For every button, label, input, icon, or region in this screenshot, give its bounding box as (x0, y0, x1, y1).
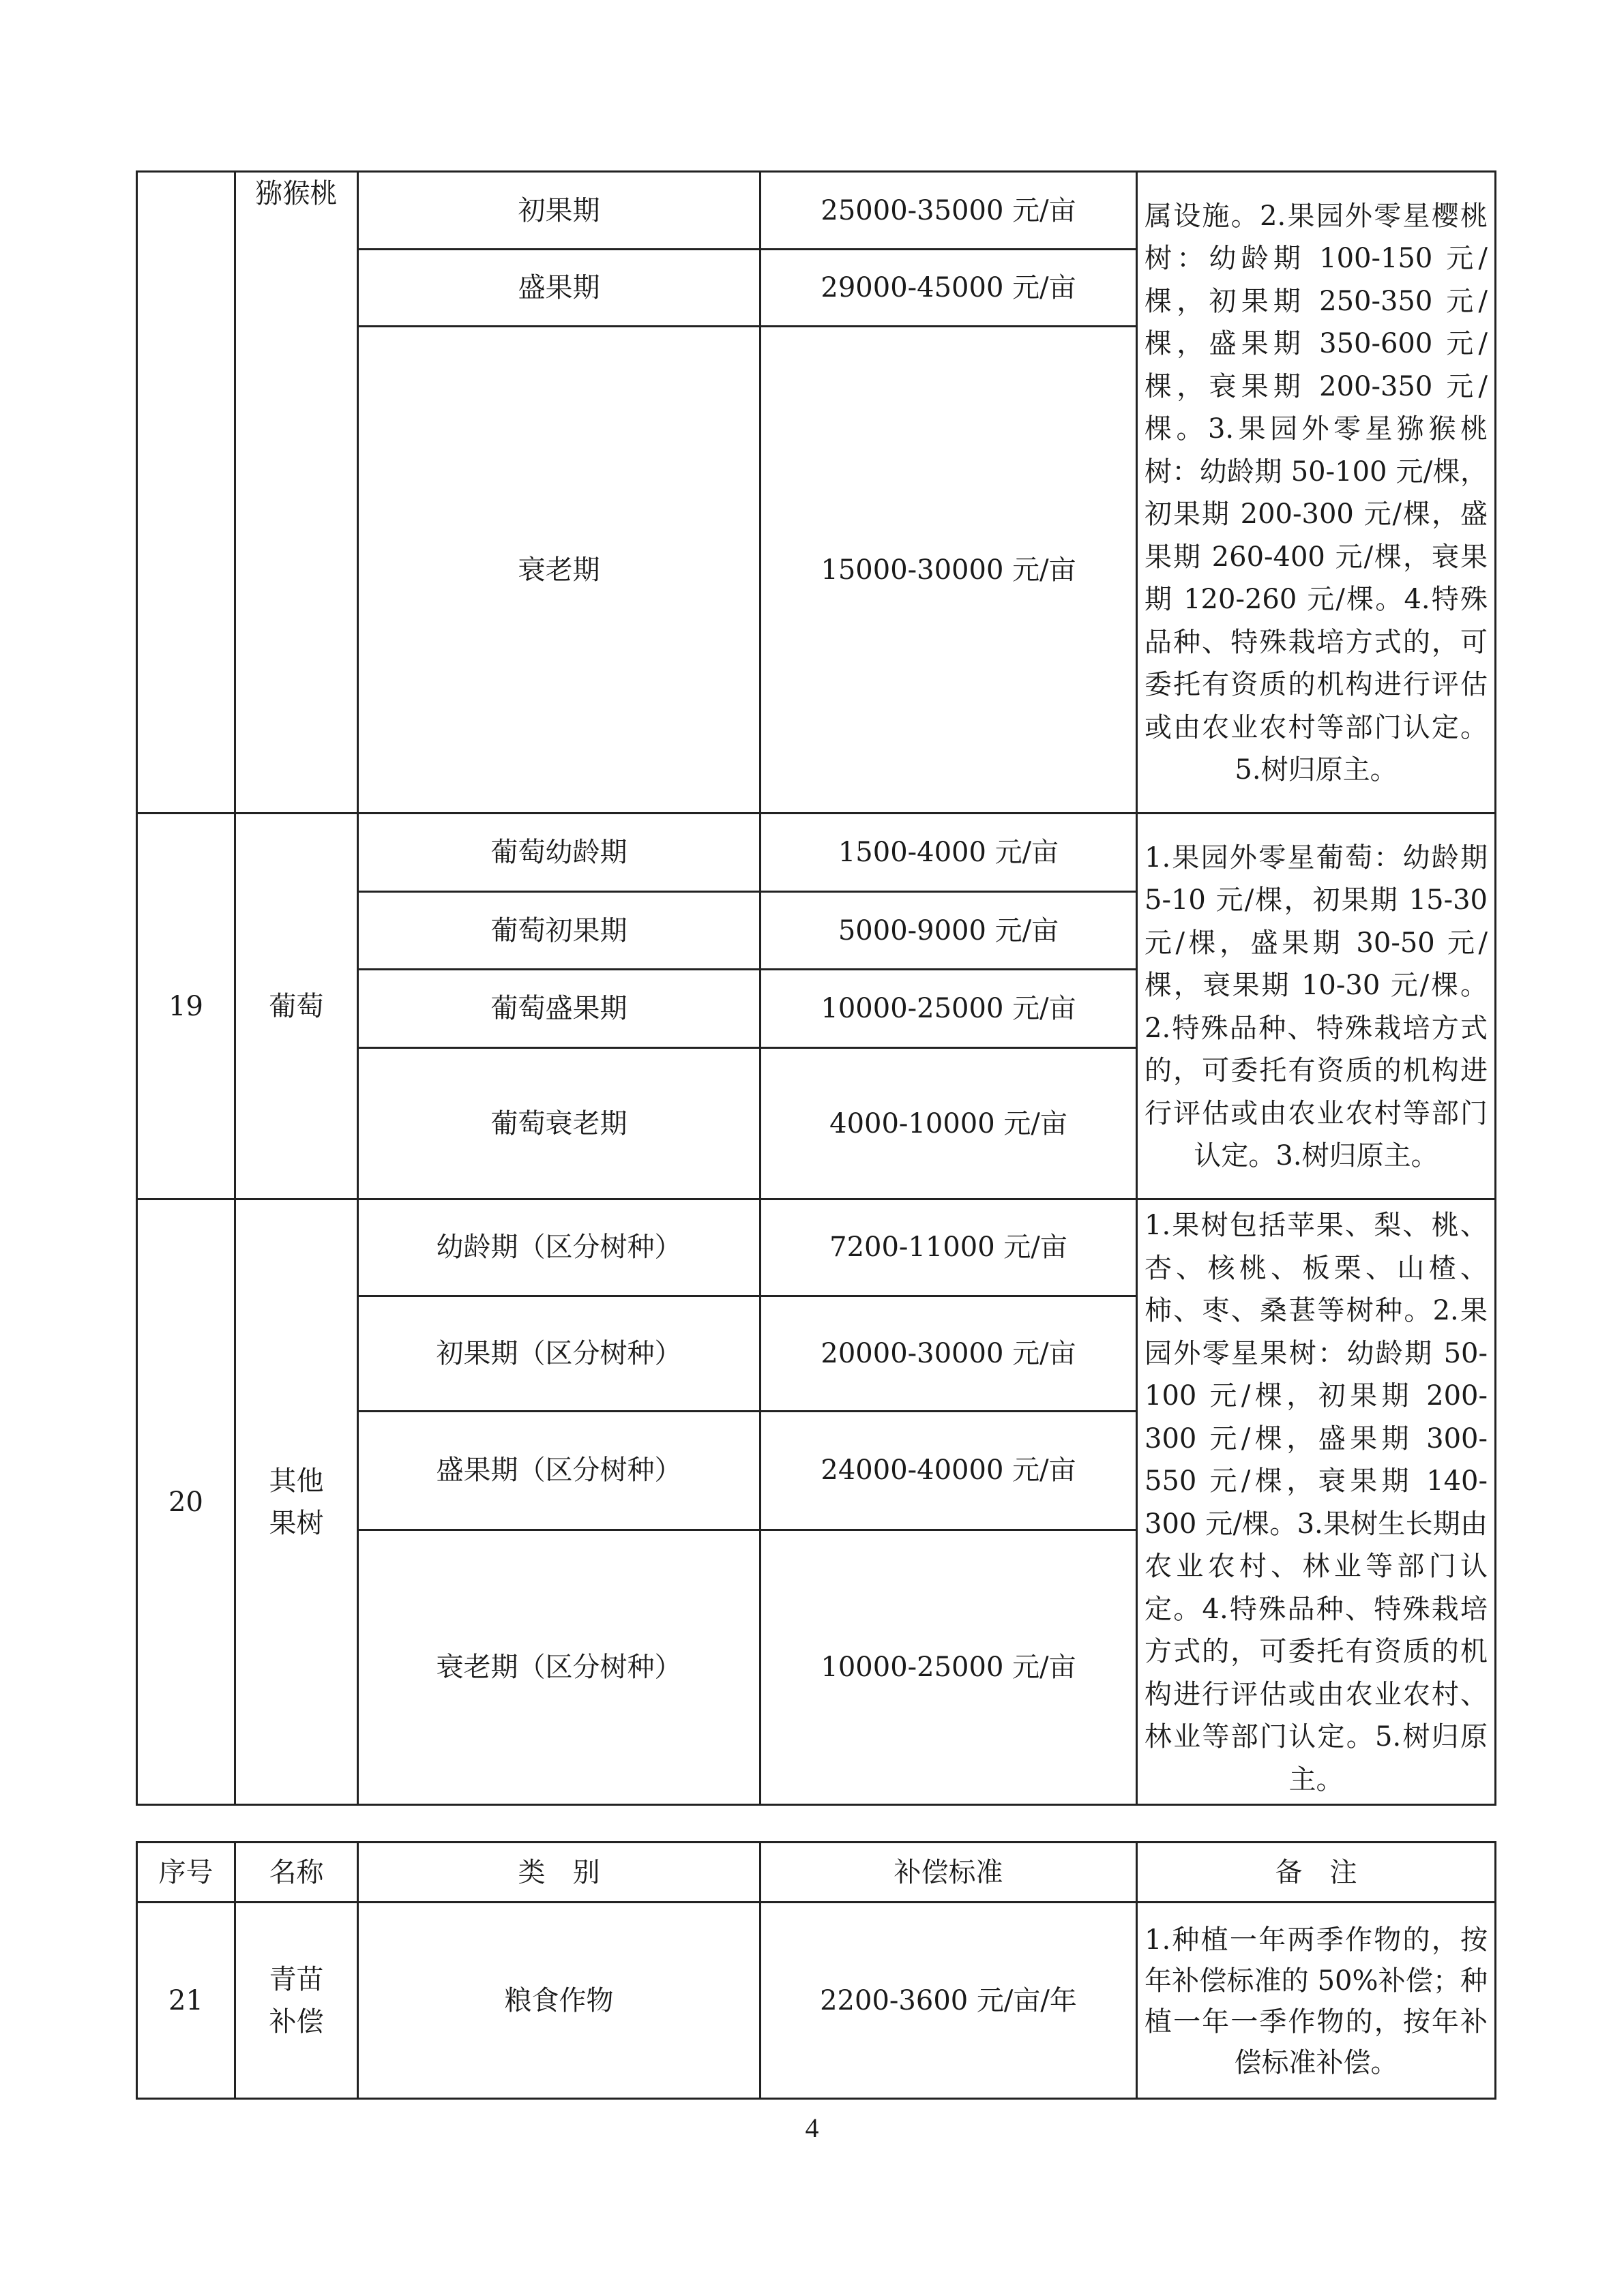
item-name-cell (235, 1903, 358, 2099)
compensation-table-continued (136, 170, 1496, 1806)
standard-cell: 25000-35000 元/亩 (761, 172, 1137, 250)
table-row (137, 814, 1496, 892)
standard-cell: 1500-4000 元/亩 (761, 814, 1137, 892)
standard-cell: 7200-11000 元/亩 (761, 1199, 1137, 1296)
category-cell: 初果期 (358, 172, 761, 250)
row-number-cell: 21 (137, 1903, 235, 2099)
table-row (137, 1903, 1496, 2099)
header-name: 名称 (235, 1843, 358, 1903)
category-cell: 葡萄幼龄期 (358, 814, 761, 892)
category-cell: 幼龄期（区分树种） (358, 1199, 761, 1296)
standard-cell: 4000-10000 元/亩 (761, 1048, 1137, 1199)
category-cell: 衰老期 (358, 327, 761, 814)
seedling-compensation-table (136, 1841, 1496, 2100)
category-cell: 衰老期（区分树种） (358, 1530, 761, 1805)
standard-cell: 24000-40000 元/亩 (761, 1411, 1137, 1530)
note-cell: 1.果园外零星葡萄：幼龄期 5-10 元/棵，初果期 15-30 元/棵，盛果期 30-50 元/棵，衰果期 10-30 元/棵。2.特殊品种、特殊栽培方式的，可委托有资质的机构进行评估或由农业农村等部门认定。3.树归原主。 (1137, 814, 1496, 1199)
standard-cell: 10000-25000 元/亩 (761, 970, 1137, 1048)
category-cell: 初果期（区分树种） (358, 1296, 761, 1411)
standard-cell: 2200-3600 元/亩/年 (761, 1903, 1137, 2099)
row-number-cell: 20 (137, 1199, 235, 1805)
category-cell: 葡萄盛果期 (358, 970, 761, 1048)
standard-cell: 20000-30000 元/亩 (761, 1296, 1137, 1411)
item-name-line: 其他 (269, 1465, 324, 1497)
header-note: 备 注 (1137, 1843, 1496, 1903)
item-name-line: 补偿 (269, 2006, 324, 2038)
item-name-line: 青苗 (269, 1963, 324, 1995)
table-row (137, 172, 1496, 250)
standard-cell: 5000-9000 元/亩 (761, 892, 1137, 970)
item-name-cell: 猕猴桃 (235, 172, 358, 814)
header-no: 序号 (137, 1843, 235, 1903)
table-row (137, 1199, 1496, 1296)
item-name-line: 果树 (269, 1507, 324, 1539)
table-header-row (137, 1843, 1496, 1903)
header-standard: 补偿标准 (761, 1843, 1137, 1903)
item-name-cell (235, 1199, 358, 1805)
category-cell: 盛果期 (358, 250, 761, 327)
row-number-cell: 19 (137, 814, 235, 1199)
category-cell: 葡萄初果期 (358, 892, 761, 970)
category-cell: 盛果期（区分树种） (358, 1411, 761, 1530)
page-number: 4 (805, 2113, 819, 2143)
header-category: 类 别 (358, 1843, 761, 1903)
note-cell: 属设施。2.果园外零星樱桃树：幼龄期 100-150 元/棵，初果期 250-350 元/棵，盛果期 350-600 元/棵，衰果期 200-350 元/棵。3.果园外零星猕猴桃树：幼龄期 50-100 元/棵，初果期 200-300 元/棵，盛果期 260-400 元/棵，衰果期 120-260 元/棵。4.特殊品种、特殊栽培方式的，可委托有资质的机构进行评估或由农业农村等部门认定。5.树归原主。 (1137, 172, 1496, 814)
standard-cell: 29000-45000 元/亩 (761, 250, 1137, 327)
row-number-cell (137, 172, 235, 814)
standard-cell: 10000-25000 元/亩 (761, 1530, 1137, 1805)
note-cell: 1.种植一年两季作物的，按年补偿标准的 50%补偿；种植一年一季作物的，按年补偿标准补偿。 (1137, 1903, 1496, 2099)
category-cell: 粮食作物 (358, 1903, 761, 2099)
category-cell: 葡萄衰老期 (358, 1048, 761, 1199)
item-name-cell: 葡萄 (235, 814, 358, 1199)
standard-cell: 15000-30000 元/亩 (761, 327, 1137, 814)
note-cell: 1.果树包括苹果、梨、桃、杏、核桃、板栗、山楂、柿、枣、桑葚等树种。2.果园外零星果树：幼龄期 50-100 元/棵，初果期 200-300 元/棵，盛果期 300-550 元/棵，衰果期 140-300 元/棵。3.果树生长期由农业农村、林业等部门认定。4.特殊品种、特殊栽培方式的，可委托有资质的机构进行评估或由农业农村、林业等部门认定。5.树归原主。 (1137, 1199, 1496, 1805)
